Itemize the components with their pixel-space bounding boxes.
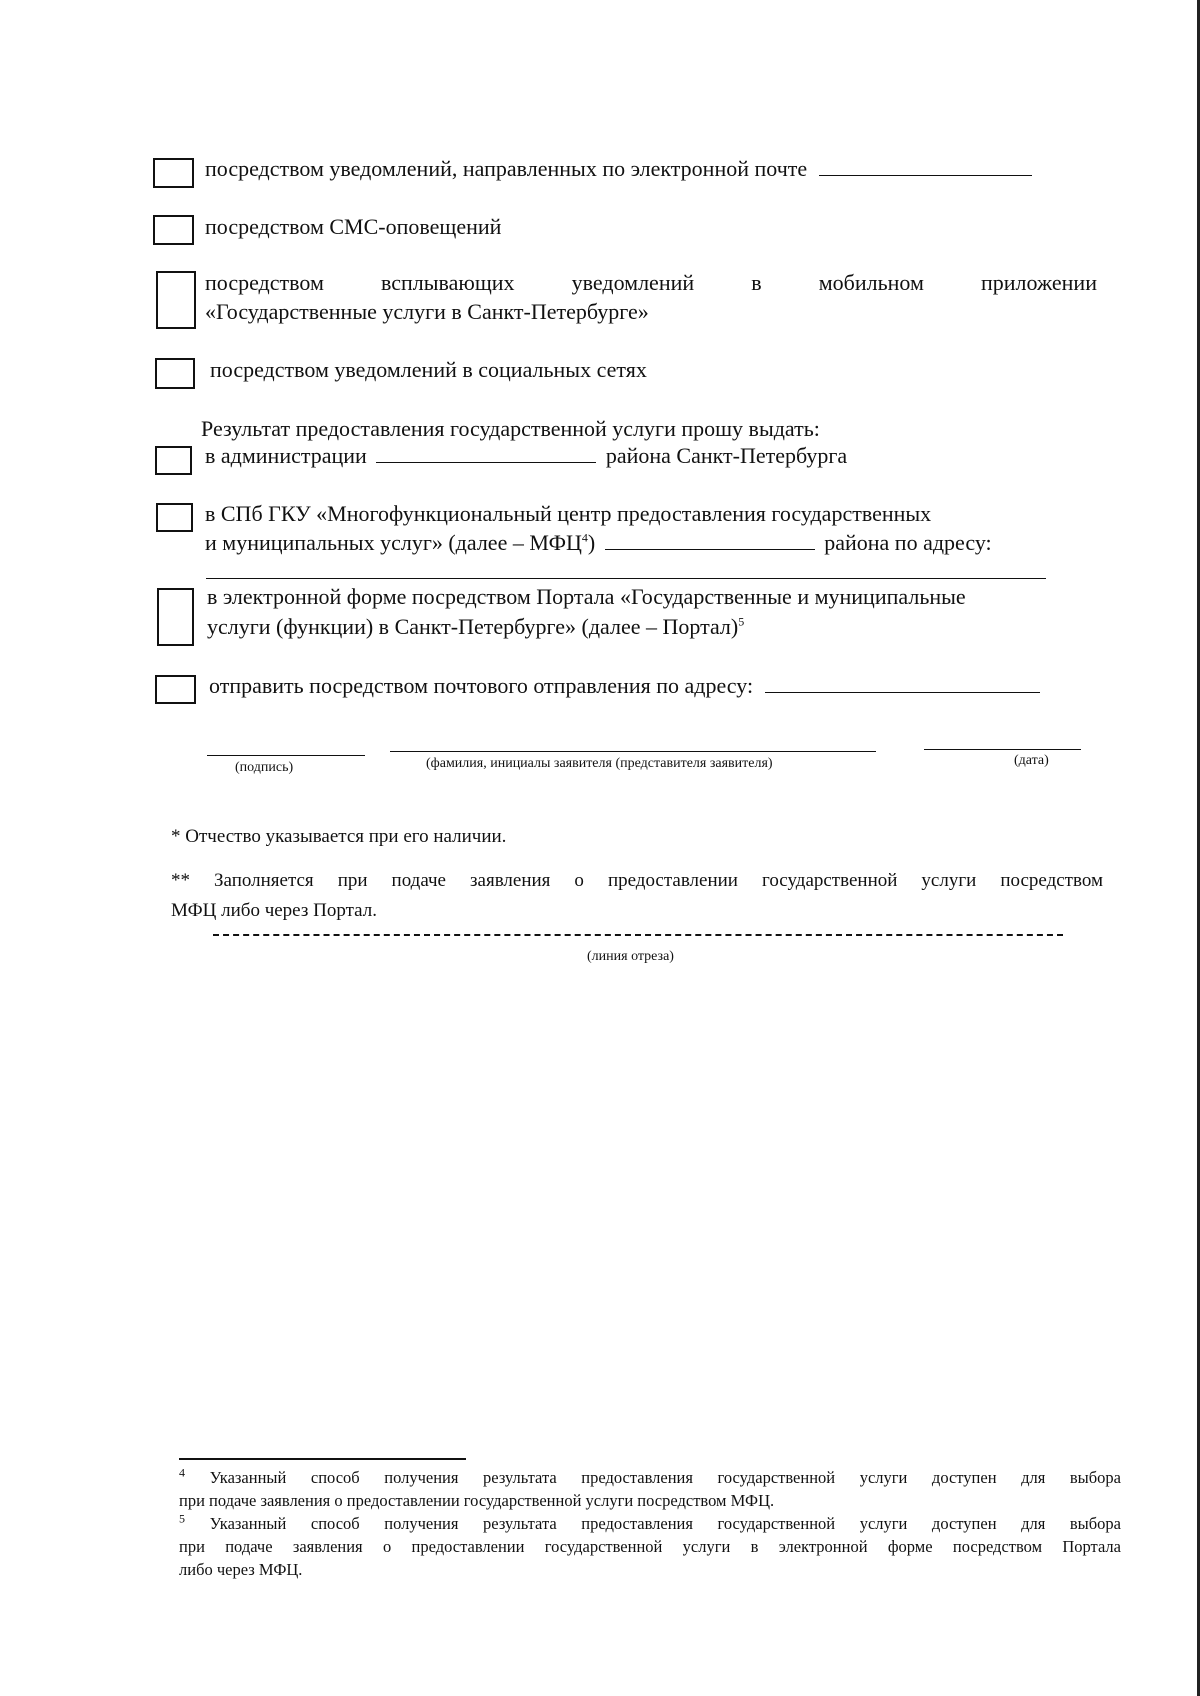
footnote-4-mark: 4 (179, 1465, 185, 1480)
mfc-option-line1: в СПб ГКУ «Многофункциональный центр предоставления государственных (205, 501, 932, 526)
signature-line[interactable] (207, 755, 365, 756)
portal-option-line1: в электронной форме посредством Портала «Государственные и муниципальные (207, 584, 966, 609)
footnote-separator (179, 1458, 466, 1460)
footnote-5-line2: при подаче заявления о предоставлении государственной услуги в электронной форме посредством Портала (179, 1537, 1121, 1556)
push-word: уведомлений (571, 270, 695, 295)
admin-prefix: в администрации (205, 443, 367, 468)
date-line[interactable] (924, 749, 1081, 750)
footnote-4-text: Указанный способ получения результата предоставления государственной услуги доступен для выбора (209, 1468, 1121, 1487)
footnote-5-line3: либо через МФЦ. (179, 1560, 303, 1579)
footnote-5-mark: 5 (179, 1511, 185, 1526)
result-heading: Результат предоставления государственной услуги прошу выдать: (201, 416, 820, 441)
admin-checkbox[interactable] (155, 446, 192, 475)
footnote-5-line1 (179, 1512, 1121, 1535)
admin-suffix: района Санкт-Петербурга (605, 443, 848, 468)
email-address-field[interactable] (819, 157, 1032, 176)
footnote-4-line1 (179, 1466, 1121, 1489)
mail-option-label: отправить посредством почтового отправления по адресу: (209, 673, 754, 698)
sms-checkbox[interactable] (153, 215, 194, 245)
push-word: всплывающих (380, 270, 515, 295)
social-option-label: посредством уведомлений в социальных сетях (210, 357, 647, 382)
push-word: в (751, 270, 762, 295)
mfc-note-line1: ** Заполняется при подаче заявления о предоставлении государственной услуги посредством (171, 870, 1103, 891)
mfc-line2-suffix: района по адресу: (824, 530, 992, 555)
push-checkbox[interactable] (156, 271, 196, 329)
social-checkbox[interactable] (155, 358, 195, 389)
mail-checkbox[interactable] (155, 675, 196, 704)
sms-option-label: посредством СМС-оповещений (205, 214, 502, 239)
admin-option-row (205, 441, 847, 471)
applicant-name-caption: (фамилия, инициалы заявителя (представителя заявителя) (426, 756, 773, 771)
cut-line-caption: (линия отреза) (587, 949, 674, 964)
mfc-district-field[interactable] (605, 531, 815, 550)
mfc-line2-prefix: и муниципальных услуг» (далее – МФЦ (205, 530, 582, 555)
signature-caption: (подпись) (235, 760, 294, 775)
mfc-address-field[interactable] (206, 578, 1046, 579)
email-option-label: посредством уведомлений, направленных по электронной почте (205, 156, 808, 181)
footnote-ref-5[interactable]: 5 (738, 614, 745, 629)
portal-option-line2 (207, 612, 744, 642)
applicant-name-line[interactable] (390, 751, 876, 752)
district-field[interactable] (376, 444, 596, 463)
push-word: мобильном (818, 270, 924, 295)
footnote-4-line2: при подаче заявления о предоставлении государственной услуги посредством МФЦ. (179, 1491, 775, 1510)
mfc-note-line2: МФЦ либо через Портал. (171, 900, 377, 921)
push-option-line2: «Государственные услуги в Санкт-Петербурге» (205, 299, 649, 324)
portal-line2-text: услуги (функции) в Санкт-Петербурге» (далее – Портал) (207, 614, 739, 639)
email-checkbox[interactable] (153, 158, 194, 188)
push-option-line1 (205, 268, 1097, 298)
push-word: посредством (205, 270, 324, 295)
mfc-checkbox[interactable] (156, 503, 193, 532)
patronymic-note: * Отчество указывается при его наличии. (171, 826, 507, 847)
footnote-5-text: Указанный способ получения результата предоставления государственной услуги доступен для выбора (209, 1514, 1121, 1533)
footnote-ref-4[interactable]: 4 (581, 530, 588, 545)
cut-line (213, 934, 1063, 936)
push-word: приложении (981, 270, 1097, 295)
portal-checkbox[interactable] (157, 588, 194, 646)
mail-option-row (209, 671, 1040, 701)
email-option-row (205, 154, 1032, 184)
mail-address-field[interactable] (765, 674, 1040, 693)
mfc-option-line2 (205, 528, 992, 558)
date-caption: (дата) (1014, 753, 1049, 768)
mfc-line2-close: ) (587, 530, 596, 555)
